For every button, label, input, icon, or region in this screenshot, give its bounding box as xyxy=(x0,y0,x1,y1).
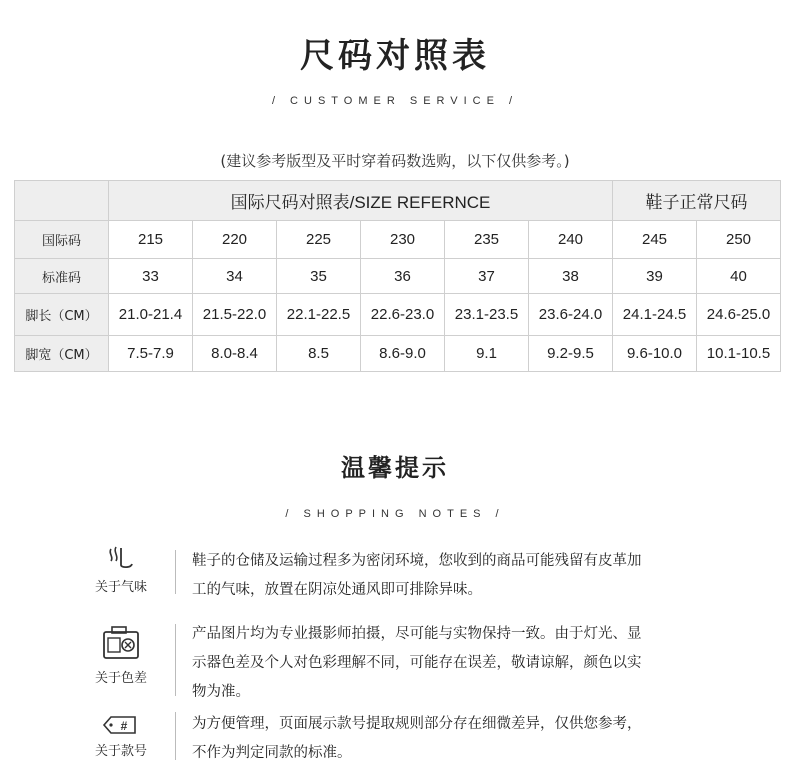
camera-icon xyxy=(101,625,141,665)
table-cell: 9.1 xyxy=(445,336,529,372)
divider xyxy=(175,712,176,760)
table-cell: 23.1-23.5 xyxy=(445,294,529,336)
table-cell: 10.1-10.5 xyxy=(697,336,781,372)
table-cell: 240 xyxy=(529,221,613,259)
table-cell: 22.1-22.5 xyxy=(277,294,361,336)
table-cell: 230 xyxy=(361,221,445,259)
smell-icon xyxy=(101,545,141,575)
table-cell: 9.6-10.0 xyxy=(613,336,697,372)
row-label: 国际码 xyxy=(15,221,109,259)
row-label: 脚宽（CM） xyxy=(15,336,109,372)
table-cell: 38 xyxy=(529,259,613,294)
table-cell: 8.5 xyxy=(277,336,361,372)
table-cell: 23.6-24.0 xyxy=(529,294,613,336)
note-label-color: 关于色差 xyxy=(94,671,147,686)
table-cell: 215 xyxy=(109,221,193,259)
note-line: 示器色差及个人对色彩理解不同，可能存在误差，敬请谅解，颜色以实 xyxy=(192,655,642,671)
note-line: 鞋子的仓储及运输过程多为密闭环境，您收到的商品可能残留有皮革加 xyxy=(192,553,642,569)
note-label-smell: 关于气味 xyxy=(94,580,147,595)
table-cell: 225 xyxy=(277,221,361,259)
table-cell: 245 xyxy=(613,221,697,259)
notes-title: 温馨提示 xyxy=(341,454,449,482)
table-cell: 21.5-22.0 xyxy=(193,294,277,336)
table-cell: 37 xyxy=(445,259,529,294)
table-cell: 250 xyxy=(697,221,781,259)
note-line: 不作为判定同款的标准。 xyxy=(192,745,352,761)
table-cell: 35 xyxy=(277,259,361,294)
table-cell: 9.2-9.5 xyxy=(529,336,613,372)
tag-icon xyxy=(101,714,141,740)
note-line: 产品图片均为专业摄影师拍摄，尽可能与实物保持一致。由于灯光、显 xyxy=(192,626,642,642)
table-cell: 39 xyxy=(613,259,697,294)
table-cell: 33 xyxy=(109,259,193,294)
table-cell: 8.0-8.4 xyxy=(193,336,277,372)
page-subtitle: / CUSTOMER SERVICE / xyxy=(271,95,519,107)
table-row xyxy=(15,259,781,294)
table-header-right: 鞋子正常尺码 xyxy=(613,181,781,221)
tag-icon-text: # xyxy=(120,719,128,733)
divider xyxy=(175,550,176,594)
page-title: 尺码对照表 xyxy=(300,36,490,76)
table-cell: 8.6-9.0 xyxy=(361,336,445,372)
table-cell: 220 xyxy=(193,221,277,259)
note-text-style xyxy=(192,710,732,768)
table-row xyxy=(15,221,781,259)
size-note: (建议参考版型及平时穿着码数选购，以下仅供参考。) xyxy=(220,152,570,170)
table-cell: 7.5-7.9 xyxy=(109,336,193,372)
note-line: 为方便管理，页面展示款号提取规则部分存在细微差异，仅供您参考， xyxy=(192,716,642,732)
note-line: 物为准。 xyxy=(192,684,250,700)
table-cell: 34 xyxy=(193,259,277,294)
table-row xyxy=(15,294,781,336)
note-text-smell xyxy=(192,547,732,605)
table-cell: 21.0-21.4 xyxy=(109,294,193,336)
table-header-left: 国际尺码对照表/SIZE REFERNCE xyxy=(109,181,613,221)
table-row xyxy=(15,336,781,372)
divider xyxy=(175,624,176,696)
notes-subtitle: / SHOPPING NOTES / xyxy=(285,508,505,520)
row-label: 脚长（CM） xyxy=(15,294,109,336)
table-cell: 24.1-24.5 xyxy=(613,294,697,336)
table-header-blank xyxy=(15,181,109,221)
table-cell: 235 xyxy=(445,221,529,259)
note-text-color xyxy=(192,620,732,707)
row-label: 标准码 xyxy=(15,259,109,294)
table-header-row xyxy=(15,181,781,221)
table-cell: 24.6-25.0 xyxy=(697,294,781,336)
note-label-style: 关于款号 xyxy=(94,744,147,759)
table-cell: 22.6-23.0 xyxy=(361,294,445,336)
note-line: 工的气味，放置在阴凉处通风即可排除异味。 xyxy=(192,582,482,598)
table-cell: 40 xyxy=(697,259,781,294)
size-table xyxy=(14,180,781,372)
table-cell: 36 xyxy=(361,259,445,294)
